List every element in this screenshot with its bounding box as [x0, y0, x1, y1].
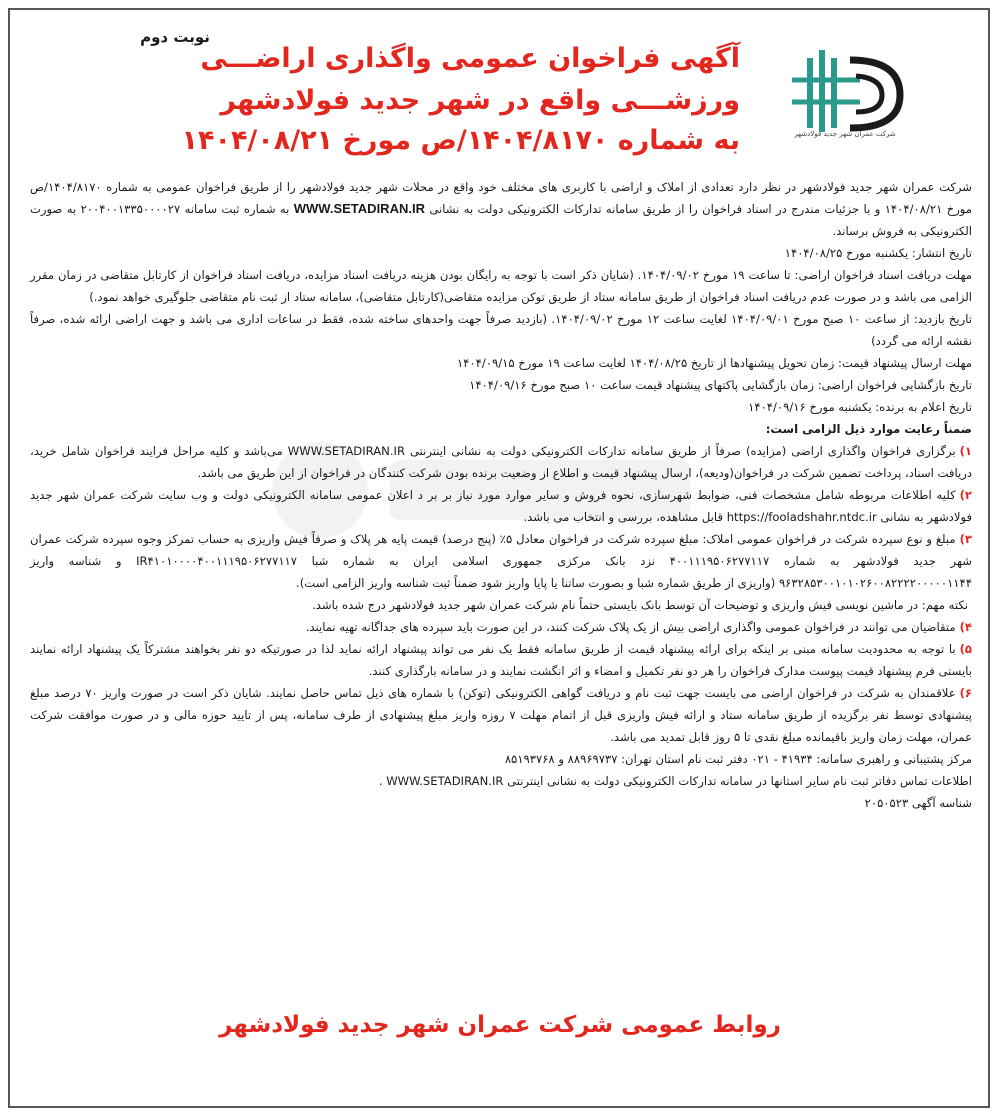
list-item: ۱)برگزاری فراخوان واگذاری اراضی (مزایده) صرفاً از طریق سامانه تدارکات الکترونیکی دولت به نشانی اینترنتی WWW.SETADIRAN.IR می‌باشد و کلیه مراحل فرایند فراخوان شامل خرید، دریافت اسناد، پرداخت تضمین شرکت در فراخوان(ودیعه)، ارسال پیشنهاد قیمت و اطلاع از وضعیت برنده بودن شرکت کنندگان در فراخوان از این طریق می باشد. [30, 444, 972, 480]
list-item: ۶)علاقمندان به شرکت در فراخوان اراضی می بایست جهت ثبت نام و دریافت گواهی الکترونیکی (توکن) با شماره های ذیل تماس حاصل نمایند. شایان ذکر است در صورت واریز ۷۰ درصد مبلغ پیشنهادی توسط نفر برگزیده از طریق سامانه ستاد و ارائه فیش واریزی قبل از اتمام مهلت ۷ روزه واریز مبلغ پیشنهادی از طرف سامانه، پس از تایید حوزه مالی و در صورت موافقت شرکت عمران، مهلت زمان واریز باقیمانده مبلغ نقدی تا ۵ روز قابل تمدید می باشد. [30, 686, 972, 744]
docs-deadline: مهلت دریافت اسناد فراخوان اراضی: تا ساعت ۱۹ مورخ ۱۴۰۴/۰۹/۰۲. (شایان ذکر است با توجه به رایگان بودن هزینه دریافت اسناد مزایده، دریافت اسناد فراخوان از کارتابل متقاضی در زمان مقرر الزامی می باشد و در صورت عدم دریافت اسناد فراخوان از طریق سامانه ستاد از طریق توکن مزایده متقاضی(کارتابل متقاضی)، سامانه ستاد از ثبت نام متقاضی جلوگیری خواهد نمود.) [30, 268, 973, 304]
footer-signature: روابط عمومی شرکت عمران شهر جدید فولادشهر [219, 1012, 781, 1038]
notice-heading: ضمناً رعایت موارد ذیل الزامی است: [765, 422, 972, 436]
title-line-1: آگهی فراخوان عمومی واگذاری اراضـــی [200, 43, 740, 74]
list-item: نکته مهم: در ماشین نویسی فیش واریزی و توضیحات آن توسط بانک بایستی حتماً نام شرکت عمران شهر جدید فولادشهر درج شده باشد. [312, 598, 968, 612]
header [0, 0, 1000, 172]
support-contact: مرکز پشتیبانی و راهبری سامانه: ۴۱۹۳۴ - ۰۲۱ دفتر ثبت نام استان تهران: ۸۸۹۶۹۷۳۷ و ۸۵۱۹۳۷۶۸ [504, 752, 972, 766]
edition-label: نوبت دوم [140, 28, 210, 46]
logo-caption: شرکت عمران شهر جدید فولادشهر [794, 130, 896, 138]
title-line-2: ورزشـــی واقع در شهر جدید فولادشهر [220, 85, 740, 116]
list-item: ۵)با توجه به محدودیت سامانه مبنی بر اینکه برای ارائه پیشنهاد قیمت از طریق سامانه فقط یک نفر می تواند پیشنهاد ارائه نماید لذا در صورتیکه دو نفر بخواهند مشترکاً یک پیشنهاد ارائه نمایند بایستی فرم پیشنهاد قیمت پیوست مدارک فراخوان را هر دو نفر تکمیل و امضاء و اثر انگشت نمایند و در سامانه بارگذاری کنند. [30, 642, 972, 678]
offer-deadline: مهلت ارسال پیشنهاد قیمت: زمان تحویل پیشنهادها از تاریخ ۱۴۰۴/۰۸/۲۵ لغایت ساعت ۱۹ مورخ ۱۴۰۴/۰۹/۱۵ [456, 356, 972, 370]
opening-date: تاریخ بازگشایی فراخوان اراضی: زمان بازگشایی پاکتهای پیشنهاد قیمت ساعت ۱۰ صبح مورخ ۱۴۰۴/۰۹/۱۶ [469, 378, 972, 392]
list-item: ۳)مبلغ و نوع سپرده شرکت در فراخوان عمومی املاک: مبلغ سپرده شرکت در فراخوان معادل ۵٪ (پنج درصد) قیمت پایه هر پلاک و صرفاً فیش واریزی به حساب تمرکز وجوه سپرده شرکت عمران شهر جدید فولادشهر به شماره ۴۰۰۱۱۱۹۵۰۶۲۷۷۱۱۷ نزد بانک مرکزی جمهوری اسلامی ایران به شماره شبا IR۴۱۰۱۰۰۰۰۴۰۰۱۱۱۹۵۰۶۲۷۷۱۱۷ و شناسه واریز ۹۶۳۲۸۵۳۰۰۱۰۱۰۲۶۰۰۸۲۲۲۲۰۰۰۰۰۱۱۴۴ (واریزی از طریق شماره شبا و بصورت ساتنا یا پایا واریز شود ضمناً ثبت شناسه واریز الزامی است). [30, 532, 972, 590]
company-logo-icon [770, 40, 920, 160]
list-item: ۲)کلیه اطلاعات مربوطه شامل مشخصات فنی، ضوابط شهرسازی، نحوه فروش و سایر موارد مورد نیاز بر بر د اعلان عمومی سامانه الکترونیکی دولت و وب سایت شرکت عمران شهر جدید فولادشهر به نشانی https://fooladshahr.ntdc.ir قابل مشاهده، بررسی و انتخاب می باشد. [30, 488, 972, 524]
setad-link[interactable]: WWW.SETADIRAN.IR [293, 201, 425, 216]
intro-paragraph: شرکت عمران شهر جدید فولادشهر در نظر دارد تعدادی از املاک و اراضی با کاربری های مختلف خود واقع در محلات شهر جدید فولادشهر را از طریق فراخوان عمومی به شماره ۱۴۰۴/۸۱۷۰/ص مورخ ۱۴۰۴/۰۸/۲۱ و با جزئیات مندرج در اسناد فراخوان را از طریق سامانه تدارکات الکترونیکی دولت به نشانی WWW.SETADIRAN.IR به شماره ثبت سامانه ۲۰۰۴۰۰۱۳۳۵۰۰۰۰۲۷ به صورت الکترونیکی به فروش برساند. [30, 180, 972, 238]
publish-date: تاریخ انتشار: یکشنبه مورخ ۱۴۰۴/۰۸/۲۵ [784, 246, 972, 260]
visit-date: تاریخ بازدید: از ساعت ۱۰ صبح مورخ ۱۴۰۴/۰۹/۰۱ لغایت ساعت ۱۲ مورخ ۱۴۰۴/۰۹/۰۲. (بازدید صرفاً جهت واحدهای ساخته شده، فقط در ساعات اداری می باشد و جهت اراضی ارائه شده، صرفاً نقشه ارائه می گردد) [30, 312, 972, 348]
list-item: ۴)متقاضیان می توانند در فراخوان عمومی واگذاری اراضی بیش از یک پلاک شرکت کنند، در این صورت باید سپرده های جداگانه تهیه نمایند. [305, 620, 972, 634]
ad-id: شناسه آگهی ۲۰۵۰۵۲۳ [864, 796, 972, 810]
winner-date: تاریخ اعلام به برنده: یکشنبه مورخ ۱۴۰۴/۰۹/۱۶ [748, 400, 972, 414]
title-line-3: به شماره ۱۴۰۴/۸۱۷۰/ص مورخ ۱۴۰۴/۰۸/۲۱ [181, 125, 740, 156]
announcement-body [30, 176, 972, 814]
offices-contact: اطلاعات تماس دفاتر ثبت نام سایر استانها در سامانه تدارکات الکترونیکی دولت به نشانی اینترنتی WWW.SETADIRAN.IR . [378, 774, 972, 788]
